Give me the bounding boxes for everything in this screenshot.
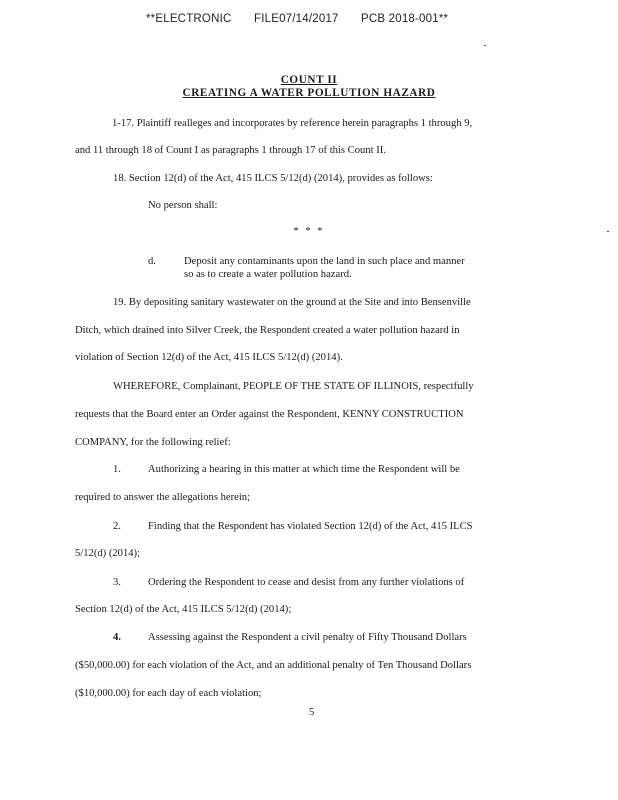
wherefore-line1: WHEREFORE, Complainant, PEOPLE OF THE STATE OF ILLINOIS, respectfully	[113, 381, 474, 392]
relief-3-line2: Section 12(d) of the Act, 415 ILCS 5/12(d) (2014);	[75, 604, 292, 615]
para-19-line3: violation of Section 12(d) of the Act, 415 ILCS 5/12(d) (2014).	[75, 352, 343, 363]
relief-2-line1: Finding that the Respondent has violated Section 12(d) of the Act, 415 ILCS	[148, 521, 473, 532]
para-1-17-line1: 1-17. Plaintiff realleges and incorporates by reference herein paragraphs 1 through 9,	[112, 118, 473, 129]
relief-1-num: 1.	[113, 464, 121, 475]
para-1-17-line2: and 11 through 18 of Count I as paragraphs 1 through 17 of this Count II.	[75, 145, 386, 156]
wherefore-line2: requests that the Board enter an Order against the Respondent, KENNY CONSTRUCTION	[75, 409, 464, 420]
count-number: COUNT II	[280, 74, 338, 86]
para-19-line2: Ditch, which drained into Silver Creek, the Respondent created a water pollution hazard in	[75, 325, 460, 336]
relief-2-num: 2.	[113, 521, 121, 532]
relief-1-line1: Authorizing a hearing in this matter at which time the Respondent will be	[148, 464, 460, 475]
para-19-line1: 19. By depositing sanitary wastewater on the ground at the Site and into Bensenville	[113, 297, 471, 308]
count-title: CREATING A WATER POLLUTION HAZARD	[182, 87, 436, 99]
relief-3-num: 3.	[113, 577, 121, 588]
scan-speck	[484, 45, 486, 46]
filed-date-stamp: FILE07/14/2017	[254, 13, 339, 25]
wherefore-line3: COMPANY, for the following relief:	[75, 437, 231, 448]
case-number-stamp: PCB 2018-001**	[361, 13, 449, 25]
quote-item-line2: so as to create a water pollution hazard.	[184, 269, 352, 280]
relief-2-line2: 5/12(d) (2014);	[75, 548, 141, 559]
para-18: 18. Section 12(d) of the Act, 415 ILCS 5/12(d) (2014), provides as follows:	[113, 173, 433, 184]
electronic-stamp: **ELECTRONIC	[146, 13, 232, 25]
relief-4-line1: Assessing against the Respondent a civil penalty of Fifty Thousand Dollars	[148, 632, 467, 643]
relief-1-line2: required to answer the allegations herein;	[75, 492, 251, 503]
quote-item-line1: Deposit any contaminants upon the land in such place and manner	[184, 256, 465, 267]
page-number: 5	[309, 707, 315, 718]
quote-intro: No person shall:	[148, 200, 218, 211]
relief-3-line1: Ordering the Respondent to cease and desist from any further violations of	[148, 577, 465, 588]
relief-4-line3: ($10,000.00) for each day of each violation;	[75, 688, 262, 699]
relief-4-num: 4.	[113, 632, 121, 643]
relief-4-line2: ($50,000.00) for each violation of the Act, and an additional penalty of Ten Thousand Dollars	[75, 660, 472, 671]
quote-item-letter: d.	[148, 256, 156, 267]
ellipsis: * * *	[293, 226, 325, 237]
